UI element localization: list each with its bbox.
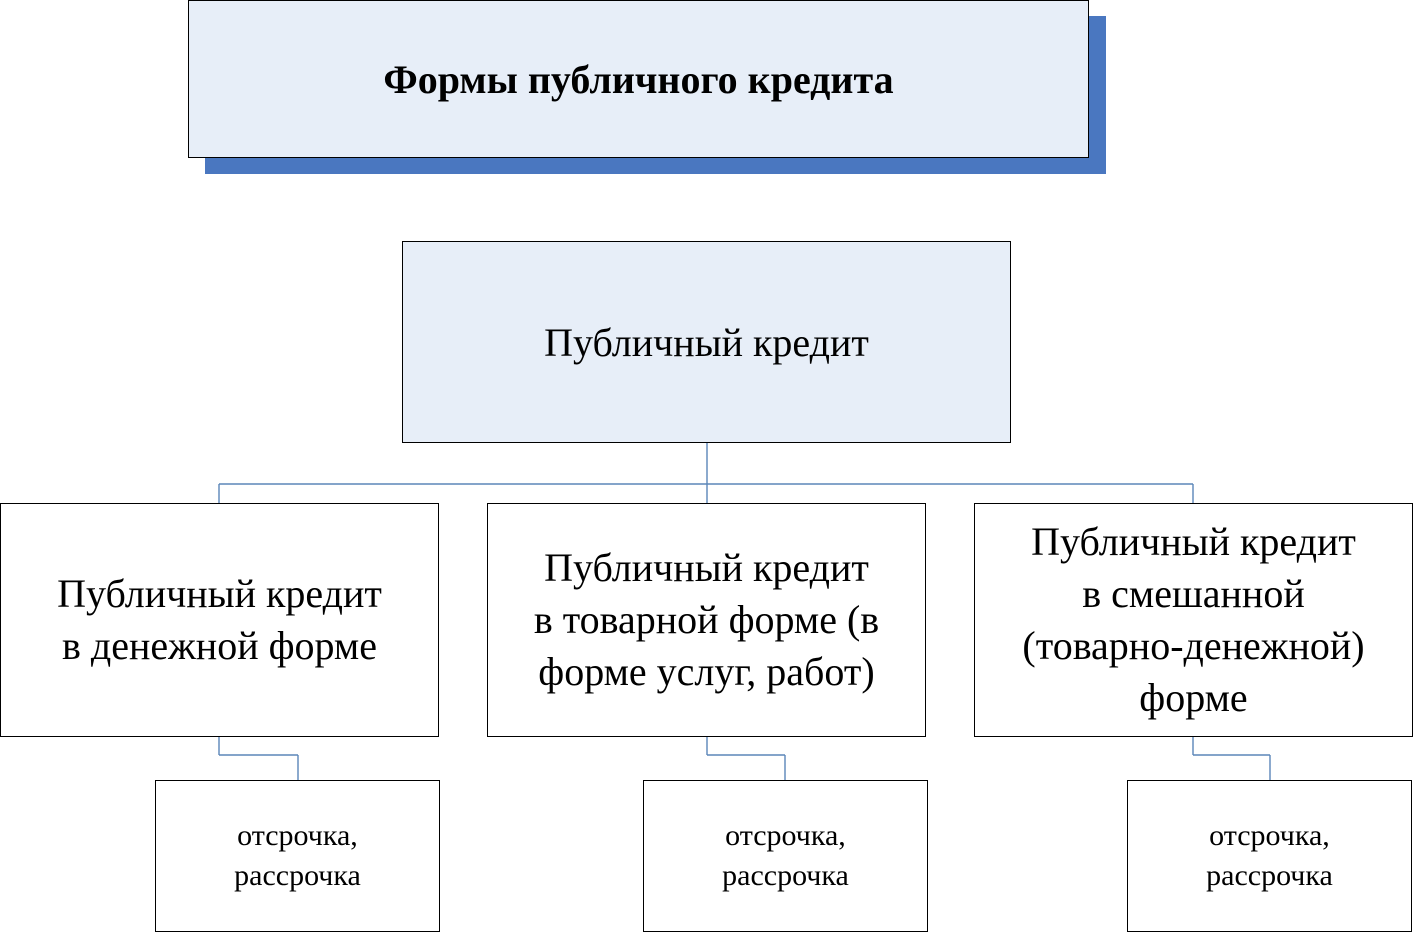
branch-node-goods	[487, 503, 926, 737]
branch-node-label: Публичный кредит в денежной форме	[57, 571, 382, 668]
branch-node-label: Публичный кредит в товарной форме (в форме услуг, работ)	[533, 545, 880, 694]
leaf-node-label: отсрочка, рассрочка	[1206, 819, 1333, 892]
root-node-label: Публичный кредит	[544, 319, 869, 365]
leaf-node-mixed	[1127, 780, 1412, 932]
leaf-node-label: отсрочка, рассрочка	[722, 819, 849, 892]
branch-node-mixed	[974, 503, 1413, 737]
diagram-title: Формы публичного кредита	[383, 56, 894, 102]
root-node	[402, 241, 1011, 443]
branch-node-money	[0, 503, 439, 737]
branch-node-label: Публичный кредит в смешанной (товарно-денежной) форме	[1022, 519, 1365, 720]
leaf-node-money	[155, 780, 440, 932]
leaf-node-label: отсрочка, рассрочка	[234, 819, 361, 892]
diagram-title-box	[188, 0, 1089, 158]
leaf-node-goods	[643, 780, 928, 932]
